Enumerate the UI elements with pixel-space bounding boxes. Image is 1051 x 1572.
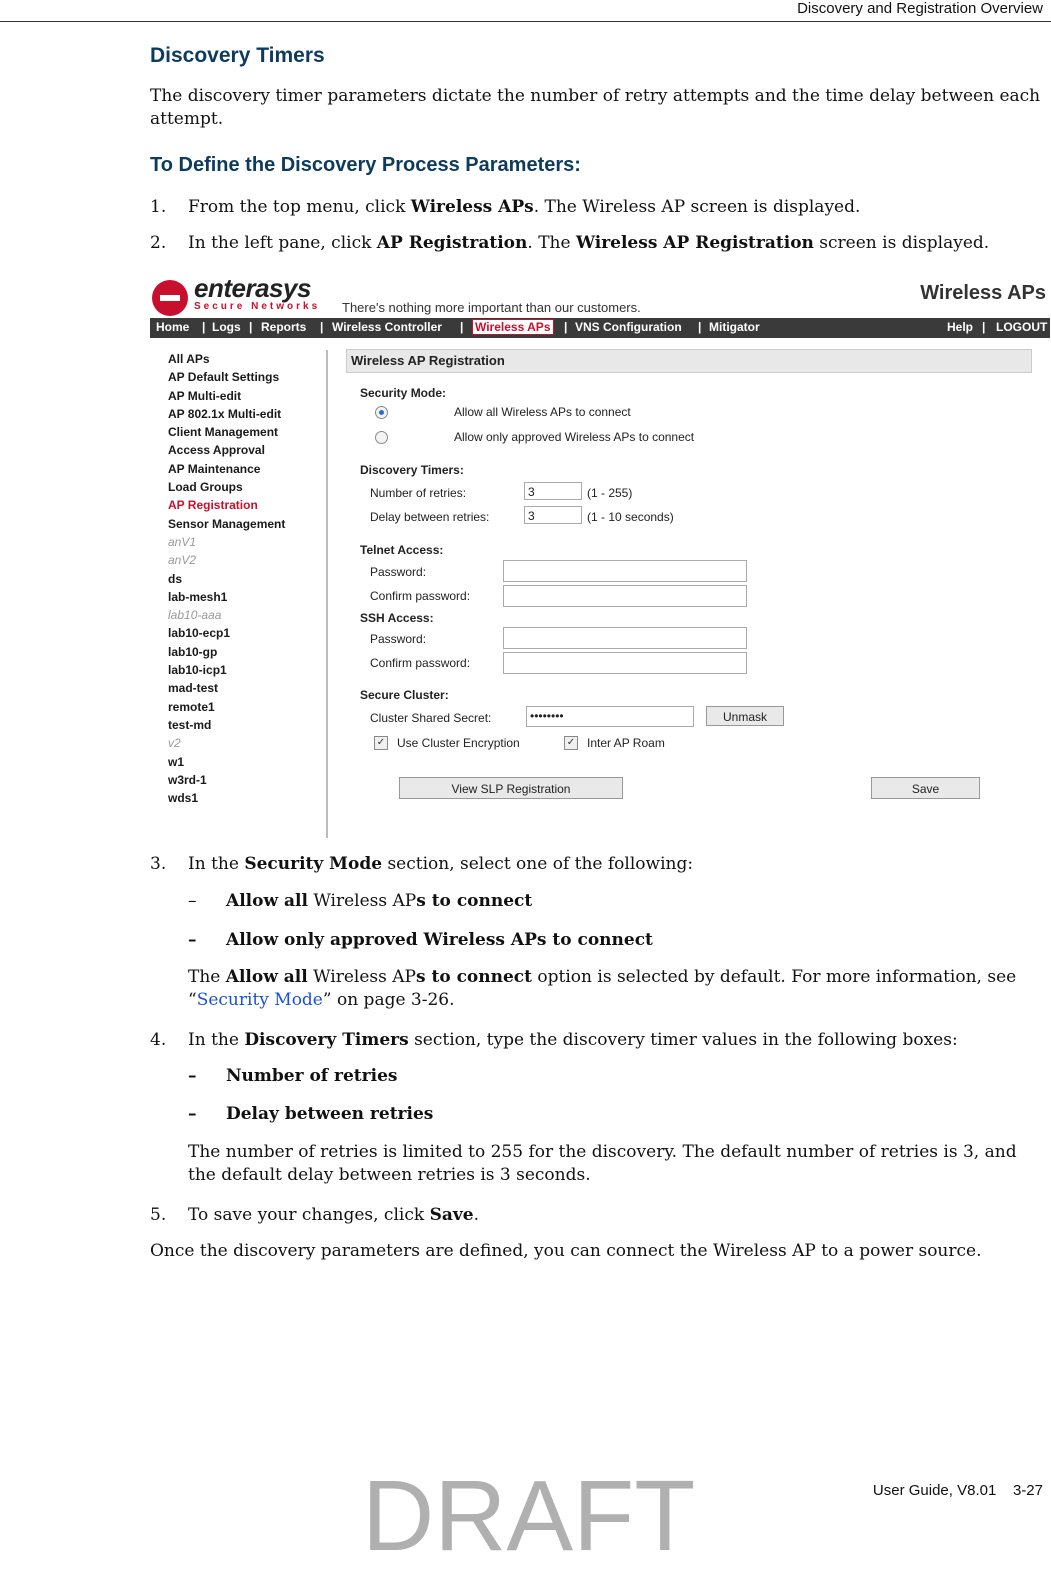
nav-separator: | [460,320,464,334]
draft-watermark: DRAFT [362,1460,696,1572]
tagline: There's nothing more important than our customers. [342,300,641,315]
sidebar-item[interactable]: lab10-aaa [168,608,222,623]
use-cluster-encryption-checkbox[interactable]: ✓ [374,736,388,750]
step-text: From the top menu, click Wireless APs. The Wireless AP screen is displayed. [188,197,861,217]
delay-range: (1 - 10 seconds) [587,510,674,524]
sidebar-item[interactable]: w1 [168,754,185,769]
ssh-confirm-input[interactable] [503,652,747,674]
sidebar-item-ap-registration[interactable]: AP Registration [168,498,258,513]
nav-separator: | [982,320,986,334]
enterasys-logo-icon [152,280,188,316]
sidebar-item[interactable]: lab-mesh1 [168,589,228,604]
step-text: In the left pane, click AP Registration. The Wireless AP Registration screen is displayed. [188,233,990,253]
sidebar-item[interactable]: lab10-gp [168,644,218,659]
view-slp-registration-button[interactable]: View SLP Registration [399,777,623,799]
procedure-heading: To Define the Discovery Process Parameters: [150,154,581,176]
sidebar-item[interactable]: Access Approval [168,443,265,458]
wireless-ap-registration-screenshot [150,268,1050,838]
unmask-button[interactable]: Unmask [706,706,784,726]
sidebar-item[interactable]: remote1 [168,699,215,714]
sidebar-item[interactable]: Client Management [168,425,279,440]
inter-ap-roam-label: Inter AP Roam [587,736,665,750]
ssh-access-label: SSH Access: [360,611,434,625]
panel-title: Wireless AP Registration [351,353,505,368]
telnet-password-input[interactable] [503,560,747,582]
step-number: 5. [150,1205,167,1225]
delay-label: Delay between retries: [370,510,490,524]
nav-help[interactable]: Help [947,320,974,334]
sidebar-item[interactable]: v2 [168,736,181,751]
sidebar-item[interactable]: AP Maintenance [168,461,261,476]
nav-logout[interactable]: LOGOUT [996,320,1048,334]
nav-separator: | [564,320,568,334]
sidebar-item[interactable]: test-md [168,717,212,732]
sidebar-item[interactable]: AP Multi-edit [168,388,242,403]
ssh-confirm-label: Confirm password: [370,656,471,670]
sidebar-item[interactable]: Sensor Management [168,516,286,531]
step-text: In the Discovery Timers section, type the discovery timer values in the following boxes: [188,1030,958,1050]
nav-separator: | [320,320,324,334]
sidebar-item[interactable]: mad-test [168,681,219,696]
telnet-confirm-input[interactable] [503,585,747,607]
nav-separator: | [202,320,206,334]
intro-paragraph: The discovery timer parameters dictate the number of retry attempts and the time delay between each attempt. [150,86,1041,129]
use-cluster-encryption-label: Use Cluster Encryption [397,736,520,750]
sidebar-item[interactable]: anV1 [168,534,197,549]
ssh-password-label: Password: [370,632,427,646]
step-number: 3. [150,854,167,874]
brand-subtitle: Secure Networks [194,301,321,312]
sidebar-item[interactable]: lab10-ecp1 [168,626,231,641]
cluster-secret-input[interactable]: •••••••• [526,706,694,727]
radio-allow-approved[interactable] [375,431,388,444]
radio-allow-all[interactable] [375,406,388,419]
retries-label: Number of retries: [370,486,467,500]
header-rule [0,21,1051,22]
step-number: 2. [150,233,167,253]
delay-input[interactable]: 3 [524,506,582,524]
running-header: Discovery and Registration Overview [797,0,1043,17]
inter-ap-roam-checkbox[interactable]: ✓ [564,736,578,750]
security-mode-link[interactable]: Security Mode [196,990,323,1010]
ap-sidebar [168,352,318,809]
radio-allow-approved-label: Allow only approved Wireless APs to connect [454,430,695,444]
pane-divider [326,350,328,838]
telnet-confirm-label: Confirm password: [370,589,471,603]
section-heading: Discovery Timers [150,44,325,67]
sidebar-item[interactable]: AP 802.1x Multi-edit [168,406,282,421]
closing-paragraph: Once the discovery parameters are defined, you can connect the Wireless AP to a power source. [150,1241,982,1261]
secure-cluster-label: Secure Cluster: [360,688,449,702]
sidebar-item[interactable]: AP Default Settings [168,370,280,385]
telnet-password-label: Password: [370,565,427,579]
sidebar-item[interactable]: anV2 [168,553,197,568]
save-button[interactable]: Save [871,777,980,799]
nav-separator: | [249,320,253,334]
nav-wireless-aps[interactable]: Wireless APs [472,319,554,335]
retries-range: (1 - 255) [587,486,633,500]
discovery-timers-label: Discovery Timers: [360,463,464,477]
nav-separator: | [698,320,702,334]
page-footer: User Guide, V8.01 3-27 [872,1482,1043,1499]
step-4-note: The number of retries is limited to 255 for the discovery. The default number of retries is 3, and the default delay between retries is 3 seconds. [188,1142,1017,1185]
sidebar-item[interactable]: Load Groups [168,480,243,495]
sidebar-item[interactable]: ds [168,571,183,586]
top-nav-bar [150,318,1050,338]
retries-input[interactable]: 3 [524,482,582,500]
nav-logs[interactable]: Logs [212,320,241,334]
ssh-password-input[interactable] [503,627,747,649]
step-number: 4. [150,1030,167,1050]
radio-allow-all-label: Allow all Wireless APs to connect [454,405,631,419]
nav-home[interactable]: Home [156,320,190,334]
app-title: Wireless APs [920,282,1046,304]
sidebar-item[interactable]: lab10-icp1 [168,663,227,678]
step-text: In the Security Mode section, select one of the following: [188,854,694,874]
brand-name: enterasys [194,273,311,303]
cluster-secret-label: Cluster Shared Secret: [370,711,492,725]
nav-reports[interactable]: Reports [261,320,307,334]
step-text: To save your changes, click Save. [188,1205,479,1225]
sidebar-item[interactable]: wds1 [168,791,199,806]
security-mode-label: Security Mode: [360,386,447,400]
sidebar-item[interactable]: w3rd-1 [168,772,207,787]
step-number: 1. [150,197,167,217]
telnet-access-label: Telnet Access: [360,543,444,557]
nav-mitigator[interactable]: Mitigator [709,320,760,334]
step-3-note: The Allow all Wireless APs to connect option is selected by default. For more information, see “Security Mode” on page 3-26. [188,967,1017,1010]
nav-wireless-controller[interactable]: Wireless Controller [332,320,442,334]
panel-header [346,349,1032,373]
nav-vns-configuration[interactable]: VNS Configuration [575,320,682,334]
sidebar-item[interactable]: All APs [168,352,210,366]
